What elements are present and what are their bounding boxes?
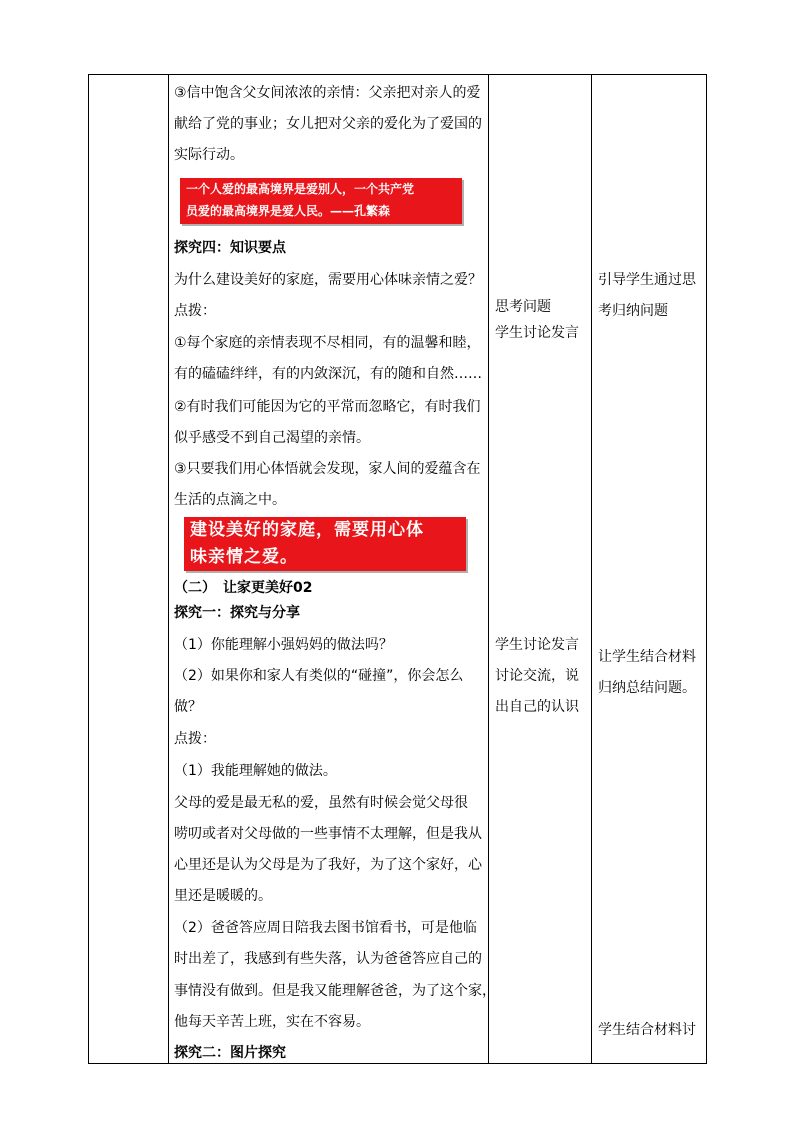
intent-text: 引导学生通过思 — [598, 272, 696, 288]
text-line: ②有时我们可能因为它的平常而忽略它，有时我们 — [174, 399, 481, 415]
text-line: 父母的爱是最无私的爱，虽然有时候会觉父母很 — [174, 795, 468, 811]
text-line: 有的磕磕绊绊，有的内敛深沉，有的随和自然…… — [174, 366, 482, 382]
quote-line-1: 一个人爱的最高境界是爱别人，一个共产党 — [186, 182, 415, 196]
col-border-3 — [488, 74, 489, 1064]
summary-line-1: 建设美好的家庭，需要用心体 — [190, 520, 424, 540]
activity-text: 讨论交流，说 — [495, 668, 579, 684]
col-border-5 — [706, 74, 707, 1064]
question-text: 做？ — [174, 699, 202, 715]
question-text: 为什么建设美好的家庭，需要用心体味亲情之爱？ — [174, 272, 482, 288]
lesson-table — [88, 74, 707, 1064]
intent-text: 归纳总结问题。 — [598, 680, 696, 696]
text-line: 生活的点滴之中。 — [174, 492, 286, 508]
intent-text: 考归纳问题 — [598, 303, 668, 319]
text-line: 里还是暖暖的。 — [174, 888, 272, 904]
activity-text: 思考问题 — [495, 299, 551, 315]
text-line: （2）爸爸答应周日陪我去图书馆看书，可是他临 — [174, 920, 477, 936]
text-line: ①每个家庭的亲情表现不尽相同，有的温馨和睦， — [174, 335, 481, 351]
table-bottom-border — [88, 1063, 707, 1064]
question-text: （1）你能理解小强妈妈的做法吗？ — [174, 637, 393, 653]
text-line: 他每天辛苦上班，实在不容易。 — [174, 1014, 370, 1030]
activity-text: 学生讨论发言 — [495, 637, 579, 653]
summary-banner — [184, 517, 466, 571]
text-line: 似乎感受不到自己渴望的亲情。 — [174, 430, 370, 446]
question-text: （2）如果你和家人有类似的“碰撞”，你会怎么 — [174, 668, 464, 684]
summary-line-2: 味亲情之爱。 — [190, 547, 298, 567]
col-border-2 — [168, 74, 169, 1064]
col-border-1 — [88, 74, 89, 1064]
text-line: （1）我能理解她的做法。 — [174, 763, 337, 779]
text-line: 唠叨或者对父母做的一些事情不太理解，但是我从 — [174, 826, 482, 842]
text-line: 献给了党的事业；女儿把对父亲的爱化为了爱国的 — [174, 116, 482, 132]
text-line: ③只要我们用心体悟就会发现，家人间的爱蕴含在 — [174, 461, 481, 477]
quote-line-2: 员爱的最高境界是爱人民。——孔繁森 — [186, 204, 391, 218]
hint-label: 点拨： — [174, 303, 216, 319]
quote-banner — [180, 178, 462, 224]
text-line: 实际行动。 — [174, 147, 244, 163]
text-line: 心里还是认为父母是为了我好，为了这个家好，心 — [174, 857, 482, 873]
activity-text: 学生讨论发言 — [495, 325, 579, 341]
section-heading: 探究一：探究与分享 — [174, 605, 300, 621]
text-line: ③信中饱含父女间浓浓的亲情：父亲把对亲人的爱 — [174, 85, 481, 101]
text-line: 事情没有做到。但是我又能理解爸爸，为了这个家， — [174, 983, 496, 999]
hint-label: 点拨： — [174, 731, 216, 747]
activity-text: 出自己的认识 — [495, 699, 579, 715]
section-title: （二） 让家更美好02 — [174, 580, 313, 596]
section-heading: 探究二：图片探究 — [174, 1045, 286, 1061]
intent-text: 学生结合材料讨 — [598, 1022, 696, 1038]
intent-text: 让学生结合材料 — [598, 649, 696, 665]
col-border-4 — [591, 74, 592, 1064]
section-heading: 探究四：知识要点 — [174, 240, 286, 256]
text-line: 时出差了，我感到有些失落，认为爸爸答应自己的 — [174, 951, 482, 967]
table-top-border — [88, 74, 707, 75]
